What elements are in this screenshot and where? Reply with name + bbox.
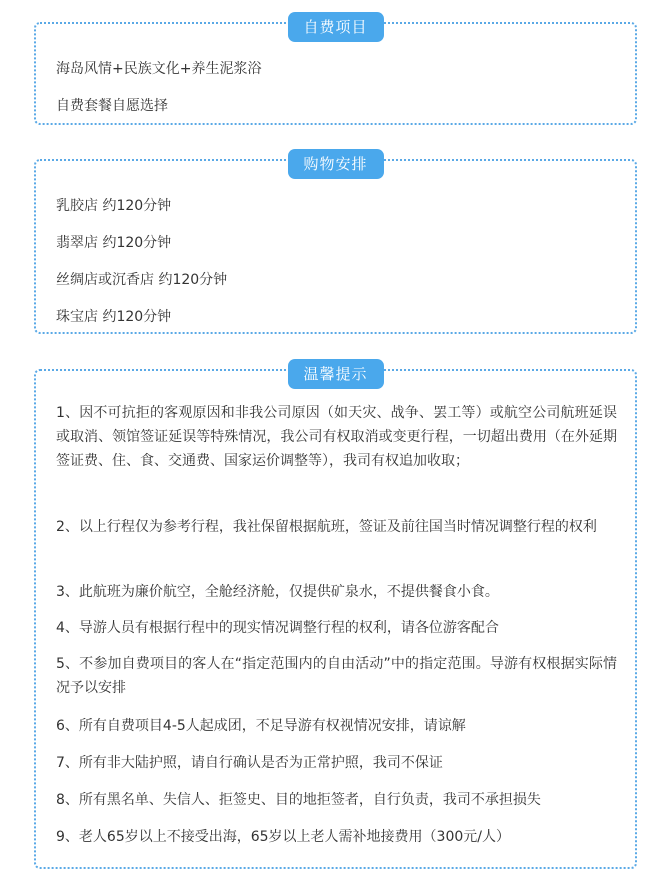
tip-item: 9、老人65岁以上不接受出海，65岁以上老人需补地接费用（300元/人） [56, 829, 510, 845]
tip-item: 2、以上行程仅为参考行程，我社保留根据航班，签证及前往国当时情况调整行程的权利 [56, 519, 597, 535]
self-paid-item: 自费套餐自愿选择 [56, 98, 168, 114]
shopping-item: 乳胶店 约120分钟 [56, 198, 172, 214]
shopping-item: 翡翠店 约120分钟 [56, 235, 172, 251]
self-paid-panel [34, 18, 637, 125]
self-paid-item: 海岛风情+民族文化+养生泥浆浴 [56, 61, 262, 77]
shopping-item: 丝绸店或沉香店 约120分钟 [56, 272, 228, 288]
shopping-item: 珠宝店 约120分钟 [56, 309, 172, 325]
shopping-title: 购物安排 [287, 149, 383, 179]
tips-title: 温馨提示 [287, 359, 383, 389]
tip-item: 8、所有黑名单、失信人、拒签史、目的地拒签者，自行负责，我司不承担损失 [56, 792, 541, 808]
tip-item: 1、因不可抗拒的客观原因和非我公司原因（如天灾、战争、罢工等）或航空公司航班延误或取消、领馆签证延误等特殊情况，我公司有权取消或变更行程，一切超出费用（在外延期签证费、住、食、交通费、国家运价调整等），我司有权追加收取； [56, 405, 617, 469]
tip-item: 7、所有非大陆护照，请自行确认是否为正常护照，我司不保证 [56, 755, 443, 771]
shopping-panel [34, 155, 637, 334]
tips-panel [34, 365, 637, 869]
self-paid-title: 自费项目 [287, 12, 383, 42]
tip-item: 3、此航班为廉价航空，全舱经济舱，仅提供矿泉水，不提供餐食小食。 [56, 584, 499, 600]
tip-item: 6、所有自费项目4-5人起成团，不足导游有权视情况安排，请谅解 [56, 718, 466, 734]
tip-item: 5、不参加自费项目的客人在“指定范围内的自由活动”中的指定范围。导游有权根据实际情况予以安排 [56, 656, 617, 696]
tip-item: 4、导游人员有根据行程中的现实情况调整行程的权利，请各位游客配合 [56, 620, 499, 636]
